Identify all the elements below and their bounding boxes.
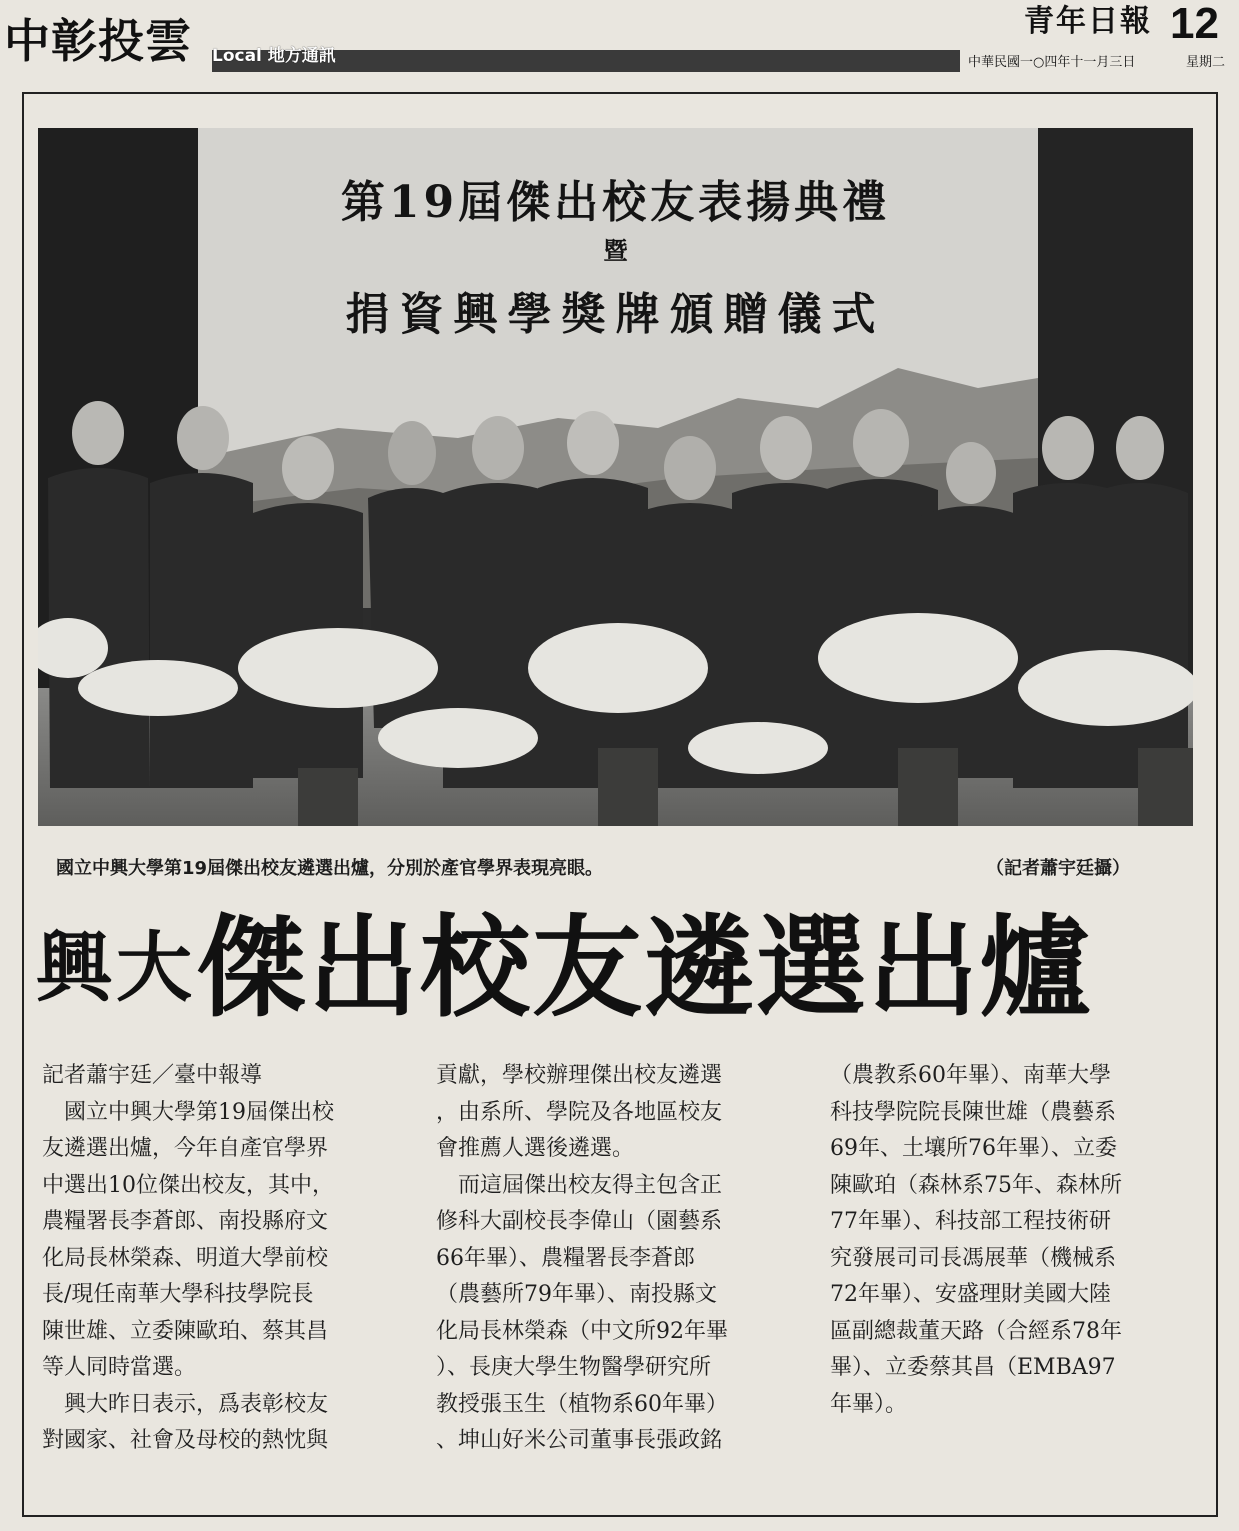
section-title: 中彰投雲 <box>4 14 192 68</box>
body-column-1 <box>42 1058 416 1460</box>
body-line: 年畢）。 <box>830 1391 908 1417</box>
body-line: 中選出10位傑出校友，其中， <box>42 1172 334 1198</box>
body-line: 國立中興大學第19屆傑出校 <box>42 1099 334 1125</box>
body-line: 究發展司司長馮展華（機械系 <box>830 1245 1117 1271</box>
body-line: 陳世雄、立委陳歐珀、蔡其昌 <box>42 1318 329 1344</box>
body-line: 72年畢）、安盛理財美國大陸 <box>830 1282 1111 1307</box>
publication-date: 中華民國一○四年十一月三日 <box>968 55 1136 70</box>
page-number: 12 <box>1170 0 1219 48</box>
body-line: 教授張玉生（植物系60年畢） <box>436 1391 728 1417</box>
body-line: 、坤山好米公司董事長張政銘 <box>436 1428 723 1453</box>
section-subtitle: Local 地方通訊 <box>212 46 336 66</box>
body-line: 化局長林榮森（中文所92年畢 <box>436 1318 728 1344</box>
newspaper-name: 青年日報 <box>1024 4 1152 39</box>
body-line: 記者蕭宇廷／臺中報導 <box>42 1063 263 1088</box>
body-line: 長/現任南華大學科技學院長 <box>42 1282 314 1307</box>
body-line: 修科大副校長李偉山（園藝系 <box>436 1209 723 1234</box>
body-line: 貢獻，學校辦理傑出校友遴選 <box>436 1063 723 1088</box>
body-line: 66年畢）、農糧署長李蒼郎 <box>436 1245 695 1271</box>
body-line: 農糧署長李蒼郎、南投縣府文 <box>42 1209 329 1234</box>
body-line: （農藝所79年畢）、南投縣文 <box>436 1282 717 1307</box>
photo-credit: （記者蕭宇廷攝） <box>986 858 1130 879</box>
body-line: 友遴選出爐，今年自產官學界 <box>42 1136 329 1161</box>
banner-title-line-2: 暨 <box>603 236 628 265</box>
body-line: 陳歐珀（森林系75年、森林所 <box>830 1172 1122 1198</box>
body-line: 畢）、立委蔡其昌（EMBA97 <box>830 1355 1116 1380</box>
publication-weekday: 星期二 <box>1186 55 1226 70</box>
photo-illustration <box>38 128 1193 826</box>
body-column-3 <box>830 1058 1204 1423</box>
body-line: ，由系所、學院及各地區校友 <box>436 1099 723 1125</box>
article-photo <box>38 128 1193 826</box>
banner-title-line-1: 第19屆傑出校友表揚典禮 <box>340 177 891 228</box>
headline-lead: 興大 <box>36 923 196 1012</box>
body-line: ）、長庚大學生物醫學研究所 <box>436 1355 712 1380</box>
body-column-2 <box>436 1058 810 1460</box>
body-line: 而這屆傑出校友得主包含正 <box>436 1172 723 1198</box>
body-line: 化局長林榮森、明道大學前校 <box>42 1245 329 1271</box>
body-line: 69年、土壤所76年畢）、立委 <box>830 1136 1117 1161</box>
body-line: 科技學院院長陳世雄（農藝系 <box>830 1099 1117 1125</box>
photo-caption: 國立中興大學第19屆傑出校友遴選出爐，分別於產官學界表現亮眼。 <box>56 858 604 879</box>
body-line: 77年畢）、科技部工程技術研 <box>830 1209 1111 1234</box>
body-line: 興大昨日表示，爲表彰校友 <box>42 1391 329 1417</box>
banner-title-line-3: 捐資興學獎牌頒贈儀式 <box>345 289 886 340</box>
body-line: （農教系60年畢）、南華大學 <box>830 1063 1111 1088</box>
body-line: 會推薦人選後遴選。 <box>436 1136 635 1161</box>
body-line: 區副總裁董天路（合經系78年 <box>830 1318 1122 1344</box>
body-line: 對國家、社會及母校的熱忱與 <box>42 1428 329 1453</box>
body-line: 等人同時當選。 <box>42 1355 197 1380</box>
masthead <box>0 0 1239 80</box>
headline-main: 傑出校友遴選出爐 <box>196 904 1092 1032</box>
headline <box>36 904 1092 1032</box>
